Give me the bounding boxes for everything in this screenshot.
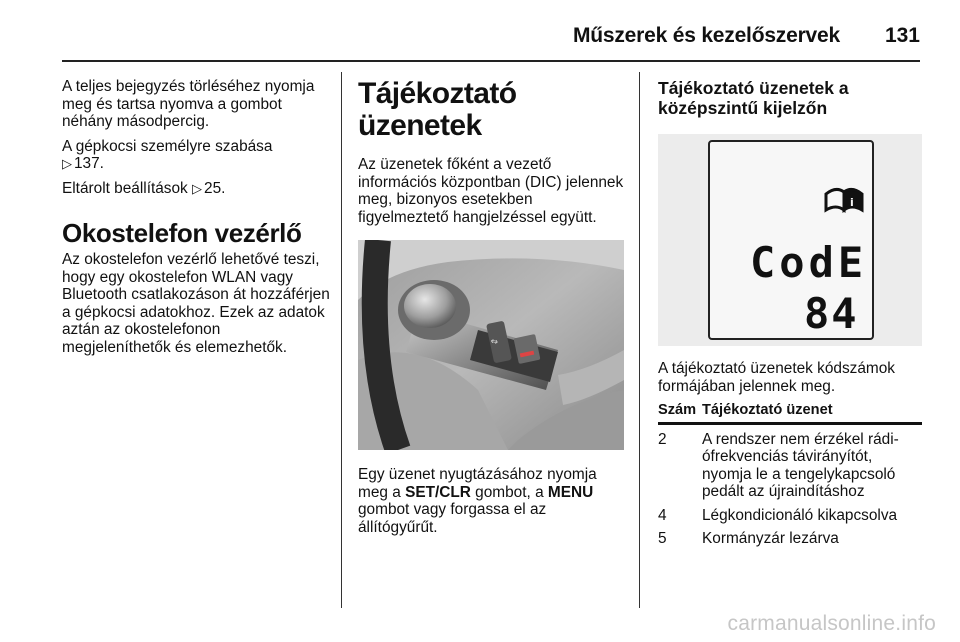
table-row: [658, 431, 922, 501]
row-message: Légkondicionáló kikapcsolva: [702, 506, 898, 524]
table-header: [658, 402, 922, 425]
section-heading-messages: Tájékoztató üzenetek: [358, 77, 517, 142]
paragraph-messages-intro: Az üzenetek főként a vezető információs központban (DIC) jelennek meg, bizonyos esetekben figyelmeztető hangjelzéssel együtt.: [358, 156, 624, 226]
midlevel-display-illustration: [658, 134, 922, 346]
svg-text:i: i: [850, 196, 854, 209]
acknowledge-text: gombot, a: [470, 483, 548, 501]
page-header: [62, 12, 920, 62]
paragraph-acknowledge: [358, 466, 626, 536]
acknowledge-text: Egy üzenet nyugtázásához nyomja meg a: [358, 466, 597, 501]
steering-stalk-photo: [358, 240, 624, 450]
paragraph-smartphone: Az okostelefon vezérlő lehetővé teszi, hogy egy okostelefon WLAN vagy Bluetooth csatlakozáson át hozzáférjen a gépkocsi adatokhoz. Ezek az adatok aztán az okostelefonon megjeleníthetők és elemezhetők.: [62, 251, 330, 356]
personalization-text: A gépkocsi személyre szabása: [62, 137, 273, 155]
column-middle: [358, 78, 626, 543]
manual-book-icon: [826, 189, 862, 210]
header-title: Műszerek és kezelőszervek: [572, 24, 840, 47]
watermark: carmanualsonline.info: [727, 612, 936, 635]
stored-settings-text: Eltárolt beállítások: [62, 179, 188, 197]
row-number: 4: [658, 506, 667, 524]
column-divider: [639, 72, 640, 608]
lcd-screen: [708, 140, 874, 340]
paragraph-personalization: [62, 138, 332, 173]
column-right: [658, 78, 922, 548]
row-message: Kormányzár lezárva: [702, 530, 839, 547]
paragraph-delete-entry: A teljes bejegyzés törléséhez nyomja meg és tartsa nyomva a gombot néhány másodpercig.: [62, 78, 315, 130]
menu-label: MENU: [547, 483, 594, 501]
lcd-code-text: CodE: [750, 238, 868, 287]
row-message: A rendszer nem érzékel rádiófrekvenciás távirányítót, nyomja le a tengelykapcsoló pedált az újraindításhoz: [702, 430, 899, 500]
reference-link[interactable]: 25.: [204, 179, 226, 197]
row-number: 2: [658, 430, 667, 448]
header-message: Tájékoztató üzenet: [702, 402, 833, 418]
reference-arrow-icon: ▷: [62, 156, 72, 171]
reference-link[interactable]: 137.: [74, 155, 104, 172]
section-heading-midlevel-display: Tájékoztató üzenetek a középszintű kijelzőn: [658, 78, 849, 118]
column-divider: [341, 72, 342, 608]
reference-arrow-icon: ▷: [192, 180, 203, 196]
lcd-number-text: 84: [804, 289, 859, 338]
column-left: [62, 78, 332, 363]
row-number: 5: [658, 530, 667, 547]
page-number: 131: [884, 24, 920, 47]
set-clr-label: SET/CLR: [405, 483, 471, 501]
section-heading-smartphone: Okostelefon vezérlő: [62, 218, 302, 248]
acknowledge-text: gombot vagy forgassa el az állítógyűrűt.: [358, 501, 547, 536]
table-row: [658, 507, 922, 525]
table-row: [658, 530, 922, 548]
svg-text:⇕: ⇕: [489, 337, 502, 347]
paragraph-stored-settings: [62, 180, 332, 198]
message-code-table: [658, 402, 922, 548]
display-caption: A tájékoztató üzenetek kódszámok formájában jelennek meg.: [658, 360, 895, 395]
header-number: Szám: [658, 402, 697, 418]
